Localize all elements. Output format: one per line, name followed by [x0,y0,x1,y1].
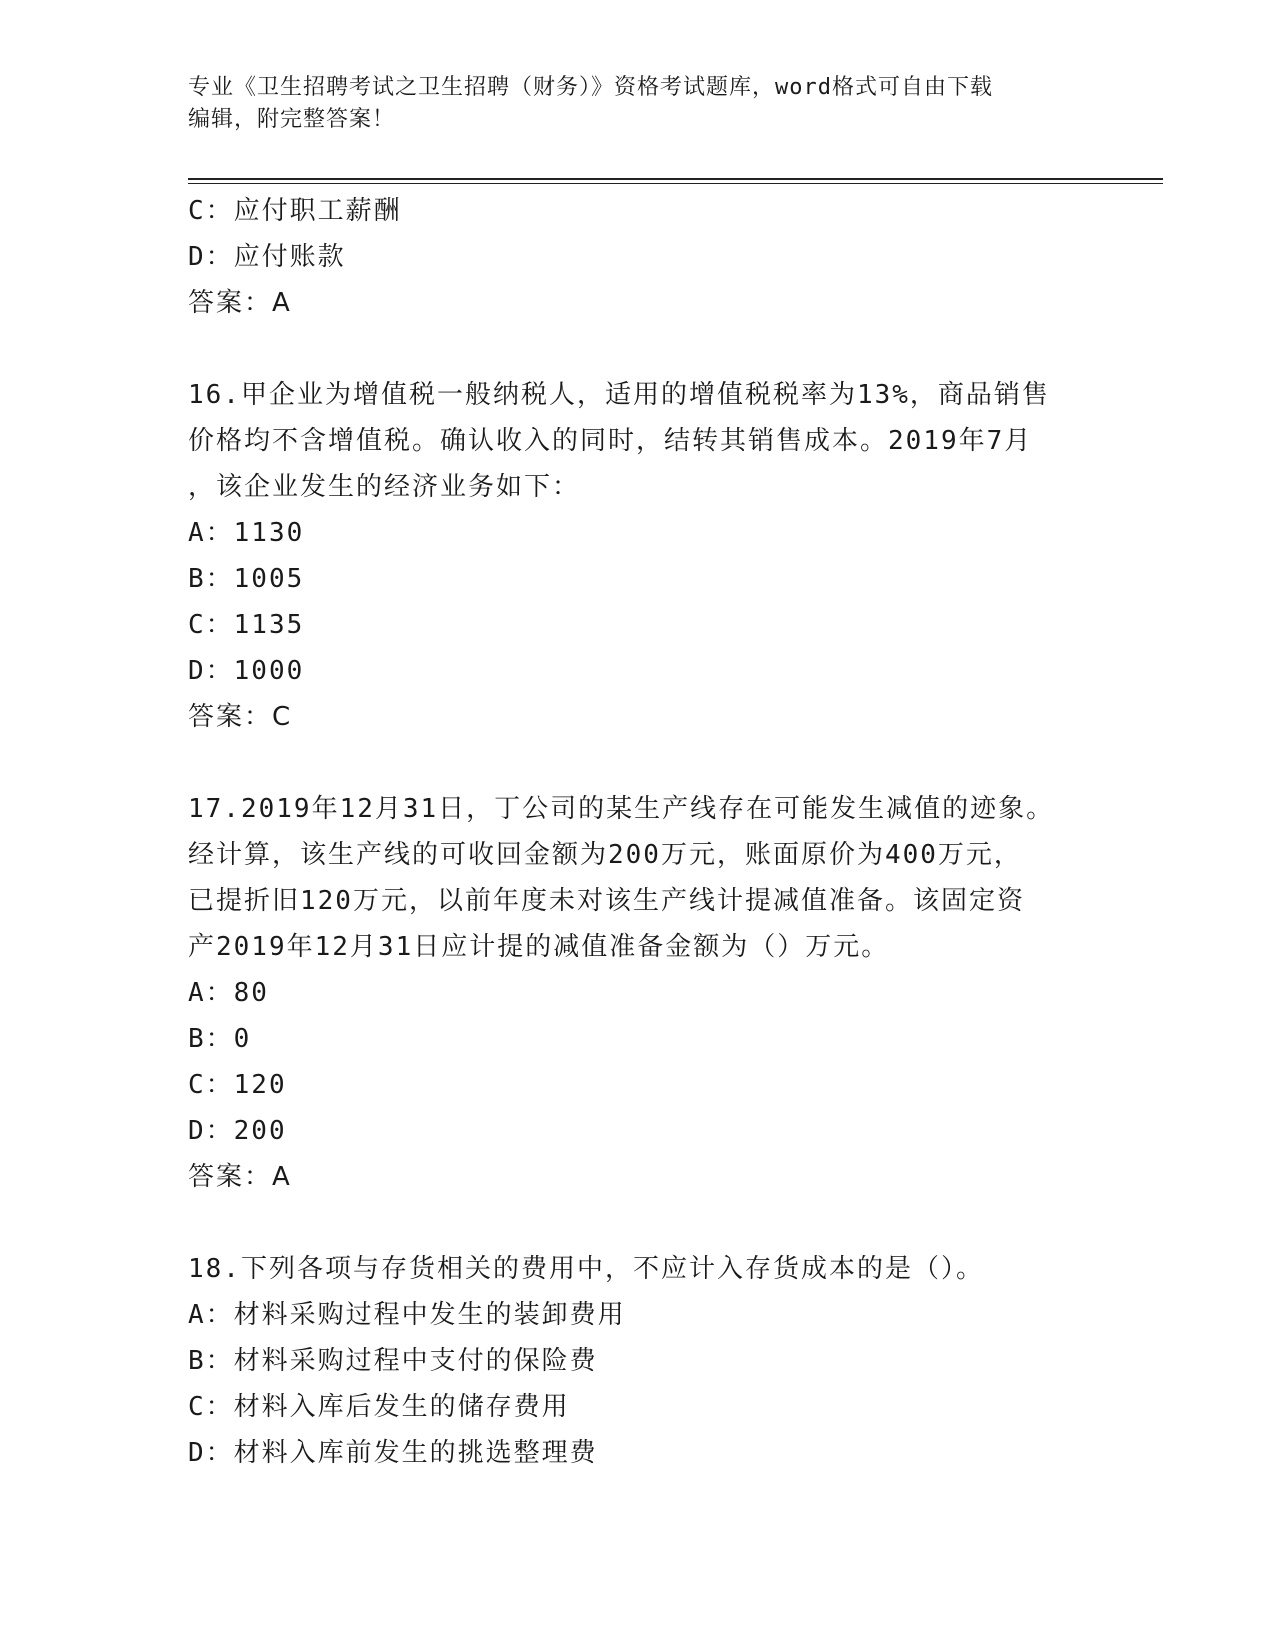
question-18-option-d: D：材料入库前发生的挑选整理费 [188,1438,598,1468]
question-16-text-line: 价格均不含增值税。确认收入的同时，结转其销售成本。2019年7月 [188,426,1033,456]
question-17-option-d: D：200 [188,1116,287,1146]
question-16-text-line: 16.甲企业为增值税一般纳税人，适用的增值税税率为13%，商品销售 [188,380,1050,410]
answer: 答案：A [188,288,292,318]
spacer [188,1200,1168,1246]
question-content [188,188,1168,1476]
option-d: D：应付账款 [188,242,346,272]
header-rule-thin [188,183,1163,184]
question-16-text-line: ，该企业发生的经济业务如下： [188,472,581,502]
question-18-option-b: B：材料采购过程中支付的保险费 [188,1346,598,1376]
question-18-option-a: A：材料采购过程中发生的装卸费用 [188,1300,626,1330]
question-17-text-line: 经计算，该生产线的可收回金额为200万元，账面原价为400万元， [188,840,1022,870]
spacer [188,740,1168,786]
question-17-text-line: 17.2019年12月31日，丁公司的某生产线存在可能发生减值的迹象。 [188,794,1055,824]
question-17-option-c: C：120 [188,1070,287,1100]
document-header [188,72,1078,136]
header-rule-thick [188,178,1163,180]
question-17-answer: 答案：A [188,1162,292,1192]
question-16-answer: 答案：C [188,702,293,732]
spacer [188,326,1168,372]
question-17-text-line: 产2019年12月31日应计提的减值准备金额为（）万元。 [188,932,890,962]
question-16-option-b: B：1005 [188,564,305,594]
header-line-2: 编辑，附完整答案！ [188,107,396,132]
question-16-option-d: D：1000 [188,656,305,686]
question-18-text-line: 18.下列各项与存货相关的费用中，不应计入存货成本的是（）。 [188,1254,984,1284]
question-18-option-c: C：材料入库后发生的储存费用 [188,1392,570,1422]
header-line-1: 专业《卫生招聘考试之卫生招聘（财务）》资格考试题库，word格式可自由下载 [188,75,993,100]
question-16-option-c: C：1135 [188,610,305,640]
question-16-option-a: A：1130 [188,518,305,548]
question-17-option-a: A：80 [188,978,269,1008]
option-c: C：应付职工薪酬 [188,196,402,226]
question-17-text-line: 已提折旧120万元，以前年度未对该生产线计提减值准备。该固定资 [188,886,1025,916]
question-17-option-b: B：0 [188,1024,252,1054]
